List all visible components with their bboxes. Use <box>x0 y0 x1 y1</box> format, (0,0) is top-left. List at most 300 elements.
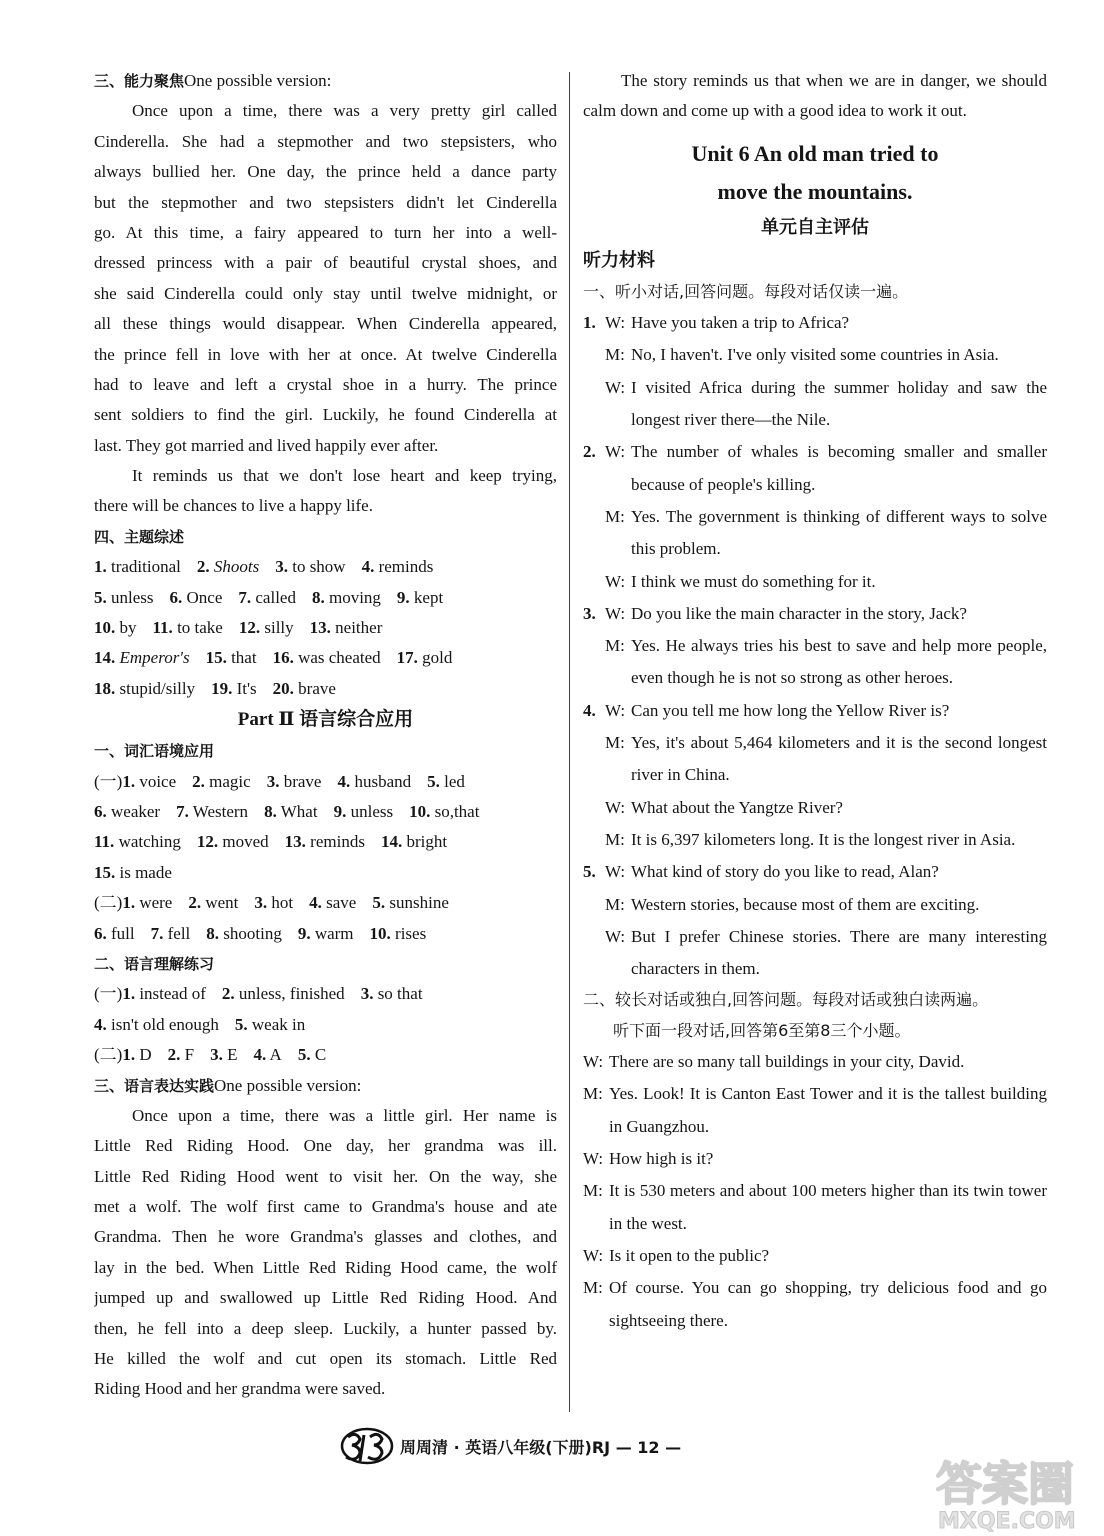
story-line: sent soldiers to find the girl. Luckily, he found Cinderella at <box>94 405 557 425</box>
answer-number: 10. <box>369 923 391 943</box>
answer-text: F <box>184 1045 195 1065</box>
answer-text: E <box>227 1045 238 1065</box>
dialog-line <box>583 695 1047 727</box>
answer-number: 12. <box>238 618 261 638</box>
story-line: but the stepmother and two stepsisters didn't let Cinderella <box>94 192 557 212</box>
answer-item <box>211 679 257 698</box>
answer-text: weaker <box>111 801 161 821</box>
speaker-label: M: <box>583 1084 603 1104</box>
answer-item <box>222 984 345 1003</box>
answer-number: 5. <box>94 587 107 607</box>
answer-item <box>94 924 135 943</box>
answer-row <box>94 643 557 673</box>
answer-text: A <box>269 1045 282 1065</box>
dialog-line <box>583 598 1047 630</box>
svg-text:MXQE.COM: MXQE.COM <box>938 1509 1076 1532</box>
ability-section-heading: 三、能力聚焦One possible version: <box>94 71 332 90</box>
answer-row <box>94 979 557 1009</box>
answer-item <box>94 893 172 912</box>
dialog-line <box>583 889 1047 921</box>
answer-text: by <box>119 618 137 638</box>
answer-item <box>197 557 259 576</box>
story-line: dressed princess with a pair of beautiful crystal shoes, and <box>94 253 557 273</box>
answer-text: that <box>231 648 257 668</box>
speaker-label: W: <box>605 797 626 817</box>
understanding-heading: 二、语言理解练习 <box>94 954 215 973</box>
dialog-line <box>583 1175 1047 1240</box>
answer-number: 6. <box>94 923 107 943</box>
dialog-text: I visited Africa during the summer holiday and saw the longest river there—the Nile. <box>631 377 1047 430</box>
answer-item <box>309 893 356 912</box>
answer-item <box>372 893 449 912</box>
story-line: Little Red Riding Hood. One day, her grandma was ill. <box>94 1136 557 1156</box>
answer-group-label: (二) <box>94 1045 123 1065</box>
short-dialogs <box>583 307 1047 985</box>
theme-summary-heading: 四、主题综述 <box>94 527 185 546</box>
answer-number: 11. <box>94 832 115 852</box>
answer-text: Once <box>186 587 223 607</box>
answer-item <box>254 893 293 912</box>
answer-text: to show <box>292 557 346 577</box>
speaker-label: W: <box>605 571 626 591</box>
self-assessment-title: 单元自主评估 <box>761 216 869 238</box>
speaker-label: W: <box>583 1149 604 1169</box>
answer-text: Shoots <box>213 557 260 577</box>
dialog-line <box>583 339 1047 371</box>
answer-item <box>94 1045 152 1064</box>
answer-text: reminds <box>310 832 365 852</box>
story-line: had to leave and left a crystal shoe in a hurry. The prince <box>94 374 557 394</box>
answer-number: 17. <box>396 648 418 668</box>
answer-text: brave <box>283 771 322 791</box>
answer-item <box>235 1015 305 1034</box>
dialog-number: 3. <box>583 603 596 623</box>
answer-item <box>94 863 172 882</box>
answer-item <box>273 648 381 667</box>
answer-text: unless <box>350 801 394 821</box>
part-2-title: Part Ⅱ 语言综合应用 <box>237 709 414 731</box>
dialog-number <box>583 792 605 824</box>
speaker-label: M: <box>605 636 625 656</box>
answer-item <box>153 618 223 637</box>
answer-item <box>168 1045 194 1064</box>
answer-item <box>409 802 479 821</box>
answer-item <box>94 832 181 851</box>
answer-number: 4. <box>309 893 322 913</box>
answer-item <box>206 648 257 667</box>
answer-row <box>94 613 557 643</box>
answer-item <box>264 802 318 821</box>
column-divider <box>569 72 570 1412</box>
answer-number: 5. <box>297 1045 311 1065</box>
answer-item <box>197 832 269 851</box>
story-line: then, he fell into a deep sleep. Luckily, a hunter passed by. <box>94 1318 557 1338</box>
dialog-line <box>583 1143 1047 1175</box>
answer-text: watching <box>118 832 181 852</box>
story-line: always bullied her. One day, the prince held a dance party <box>94 162 557 182</box>
answer-text: Emperor's <box>119 648 190 668</box>
speaker-label: M: <box>605 733 625 753</box>
dialog-text: I think we must do something for it. <box>631 571 876 591</box>
dialog-line <box>583 436 1047 501</box>
answer-item <box>94 1015 219 1034</box>
answer-row <box>94 767 557 797</box>
answer-number: 7. <box>176 801 189 821</box>
story-line: the prince fell in love with her at once. At twelve Cinderella <box>94 344 557 364</box>
dialog-text: Is it open to the public? <box>609 1245 770 1265</box>
answer-number: 5. <box>372 893 386 913</box>
moral-line: calm down and come up with a good idea to work it out. <box>583 101 967 121</box>
understanding-answers <box>94 979 557 1070</box>
dialog-line <box>583 566 1047 598</box>
story-line: go. At this time, a fairy appeared to turn her into a well- <box>94 222 557 242</box>
answer-row <box>94 552 557 582</box>
dialog-number <box>583 339 605 371</box>
story-line: Grandma. Then he wore Grandma's glasses and clothes, and <box>94 1227 557 1247</box>
answer-text: weak in <box>251 1014 306 1034</box>
dialog-number <box>583 501 605 566</box>
answer-number: 1. <box>122 893 136 913</box>
answer-item <box>285 832 365 851</box>
answer-text: bright <box>406 832 448 852</box>
answer-group-label: (一) <box>94 984 123 1004</box>
answer-text: voice <box>139 771 177 791</box>
answer-number: 4. <box>94 1014 107 1034</box>
answer-item <box>239 618 294 637</box>
speaker-label: M: <box>583 1278 603 1298</box>
answer-number: 2. <box>167 1045 181 1065</box>
listening-material-title: 听力材料 <box>583 249 655 271</box>
dialog-number <box>583 566 605 598</box>
answer-item <box>94 618 137 637</box>
speaker-label: M: <box>605 829 625 849</box>
answer-number: 15. <box>205 648 227 668</box>
answer-text: shooting <box>223 923 282 943</box>
dialog-line <box>583 630 1047 695</box>
answer-number: 3. <box>210 1045 223 1065</box>
answer-number: 11. <box>152 618 173 638</box>
expression-heading: 三、语言表达实践One possible version: <box>94 1075 362 1095</box>
dialog-text: How high is it? <box>609 1149 714 1169</box>
answer-number: 5. <box>427 771 440 791</box>
answer-text: instead of <box>139 984 206 1004</box>
answer-number: 4. <box>337 771 351 791</box>
answer-item <box>206 924 282 943</box>
answer-item <box>397 648 453 667</box>
answer-text: traditional <box>111 557 181 577</box>
speaker-label: M: <box>605 345 625 365</box>
answer-text: What <box>280 801 318 821</box>
answer-item <box>298 924 354 943</box>
answer-text: rises <box>395 923 427 943</box>
answer-text: unless <box>111 587 154 607</box>
answer-row <box>94 797 557 827</box>
speaker-label: W: <box>605 926 626 946</box>
answer-number: 20. <box>272 678 294 698</box>
answer-number: 4. <box>253 1045 267 1065</box>
answer-number: 10. <box>94 618 116 638</box>
answer-number: 18. <box>94 678 116 698</box>
answer-text: magic <box>209 771 251 791</box>
answer-number: 1. <box>122 984 136 1004</box>
answer-text: C <box>314 1045 327 1065</box>
story-line: Once upon a time, there was a little girl. Her name is <box>132 1105 557 1125</box>
answer-number: 2. <box>221 984 235 1004</box>
answer-item <box>397 588 443 607</box>
answer-item <box>381 832 447 851</box>
dialog-line <box>583 921 1047 986</box>
answer-text: so,that <box>434 801 480 821</box>
story-line: met a wolf. The wolf first came to Grandma's house and ate <box>94 1197 557 1217</box>
dialog-text: There are so many tall buildings in your city, David. <box>609 1052 965 1072</box>
dialog-number <box>583 824 605 856</box>
answer-item <box>362 557 434 576</box>
speaker-label: W: <box>605 313 626 333</box>
answer-group-label: (二) <box>94 893 123 913</box>
answer-text: silly <box>264 618 294 638</box>
story-line: Once upon a time, there was a very pretty girl called <box>132 101 557 121</box>
answer-number: 13. <box>284 832 306 852</box>
answer-number: 7. <box>238 587 252 607</box>
answer-item <box>170 588 223 607</box>
answer-row <box>94 858 557 888</box>
answer-text: full <box>111 923 135 943</box>
answer-item <box>192 772 251 791</box>
dialog-number <box>583 889 605 921</box>
dialog-line <box>583 824 1047 856</box>
long-dialog-instructions: 二、较长对话或独白,回答问题。每段对话或独白读两遍。 <box>583 990 989 1010</box>
answer-number: 2. <box>192 771 205 791</box>
footer-text: 周周清 · 英语八年级(下册)RJ — 12 — <box>400 1437 682 1457</box>
speaker-label: M: <box>605 506 625 526</box>
answer-text: brave <box>298 678 336 698</box>
answer-text: save <box>326 893 357 913</box>
story-line: all these things would disappear. When Cinderella appeared, <box>94 314 557 334</box>
answer-text: to take <box>177 618 223 638</box>
answer-item <box>94 679 195 698</box>
answer-text: called <box>255 587 296 607</box>
dialog-line <box>583 1272 1047 1337</box>
red-riding-hood-story <box>94 1101 557 1405</box>
answer-item <box>298 1045 326 1064</box>
dialog-text: What about the Yangtze River? <box>631 797 843 817</box>
dialog-text: But I prefer Chinese stories. There are many interesting characters in them. <box>631 926 1047 979</box>
answer-number: 12. <box>196 832 219 852</box>
left-column <box>94 66 557 1405</box>
long-dialog <box>583 1046 1047 1337</box>
answer-item <box>427 772 465 791</box>
speaker-label: W: <box>583 1245 604 1265</box>
answer-text: went <box>205 893 239 913</box>
dialog-number: 5. <box>583 862 596 882</box>
vocabulary-heading: 一、词汇语境应用 <box>94 742 215 761</box>
answer-row <box>94 1040 557 1070</box>
answer-row <box>94 1010 557 1040</box>
speaker-label: W: <box>605 603 626 623</box>
answer-item <box>94 802 160 821</box>
answer-text: is made <box>119 862 172 882</box>
answer-number: 19. <box>211 678 233 698</box>
short-dialog-instructions: 一、听小对话,回答问题。每段对话仅读一遍。 <box>583 281 909 301</box>
dialog-line <box>583 307 1047 339</box>
dialog-text: Western stories, because most of them are exciting. <box>631 894 980 914</box>
answer-number: 1. <box>122 1045 136 1065</box>
dialog-number: 2. <box>583 442 596 462</box>
answer-item <box>94 984 206 1003</box>
answer-number: 3. <box>360 984 374 1004</box>
answer-number: 9. <box>297 923 311 943</box>
answer-item <box>94 557 181 576</box>
answer-item <box>312 588 381 607</box>
dialog-text: Yes. The government is thinking of different ways to solve this problem. <box>631 506 1047 559</box>
answer-text: led <box>444 771 465 791</box>
theme-summary-answers <box>94 552 557 704</box>
dialog-number <box>583 630 605 695</box>
answer-number: 3. <box>254 893 268 913</box>
answer-text: reminds <box>378 557 434 577</box>
answer-text: sunshine <box>389 893 449 913</box>
dialog-line <box>583 372 1047 437</box>
dialog-line <box>583 792 1047 824</box>
answer-item <box>267 772 322 791</box>
answer-item <box>238 588 296 607</box>
answer-number: 3. <box>266 771 280 791</box>
dialog-text: The number of whales is becoming smaller and smaller because of people's killing. <box>631 442 1047 494</box>
answer-number: 8. <box>206 923 220 943</box>
story-line: jumped up and swallowed up Little Red Riding Hood. And <box>94 1288 557 1308</box>
answer-row <box>94 583 557 613</box>
dialog-line <box>583 501 1047 566</box>
answer-text: were <box>139 893 173 913</box>
answer-number: 2. <box>188 893 202 913</box>
answer-number: 6. <box>94 801 107 821</box>
story-line: Little Red Riding Hood went to visit her. On the way, she <box>94 1166 557 1186</box>
answer-number: 7. <box>150 923 164 943</box>
publisher-logo-icon <box>340 1425 394 1467</box>
dialog-line <box>583 856 1047 888</box>
dialog-text: Have you taken a trip to Africa? <box>631 313 850 333</box>
story-line: Riding Hood and her grandma were saved. <box>94 1379 386 1399</box>
answer-text: Western <box>192 801 249 821</box>
answer-number: 13. <box>309 618 331 638</box>
story-moral <box>583 66 1047 127</box>
answer-group-label: (一) <box>94 771 123 791</box>
answer-row <box>94 827 557 857</box>
answer-row <box>94 888 557 918</box>
answer-text: isn't old enough <box>111 1014 219 1034</box>
answer-item <box>94 772 176 791</box>
answer-item <box>210 1045 237 1064</box>
answer-number: 4. <box>361 557 375 577</box>
answer-text: stupid/silly <box>119 678 196 698</box>
story-line: It reminds us that we don't lose heart and keep trying, <box>132 466 557 486</box>
dialog-text: No, I haven't. I've only visited some countries in Asia. <box>631 345 999 365</box>
speaker-label: W: <box>605 700 626 720</box>
long-dialog-subinstructions: 听下面一段对话,回答第6至第8三个小题。 <box>613 1020 911 1040</box>
answer-text: so that <box>377 984 423 1004</box>
story-line: last. They got married and lived happily ever after. <box>94 435 439 455</box>
dialog-text: It is 6,397 kilometers long. It is the longest river in Asia. <box>631 829 1016 849</box>
dialog-line <box>583 727 1047 792</box>
dialog-text: Of course. You can go shopping, try delicious food and go sightseeing there. <box>609 1278 1047 1330</box>
dialog-line <box>583 1046 1047 1078</box>
answer-text: neither <box>335 618 383 638</box>
dialog-text: Yes, it's about 5,464 kilometers and it is the second longest river in China. <box>631 733 1047 785</box>
answer-number: 3. <box>275 557 288 577</box>
dialog-number: 4. <box>583 700 596 720</box>
answer-text: warm <box>314 923 354 943</box>
answer-item <box>176 802 248 821</box>
story-line: He killed the wolf and cut open its stomach. Little Red <box>94 1349 557 1369</box>
answer-text: was cheated <box>298 648 381 668</box>
answer-item <box>273 679 336 698</box>
dialog-text: What kind of story do you like to read, Alan? <box>631 862 939 882</box>
answer-text: hot <box>271 893 294 913</box>
dialog-number: 1. <box>583 313 596 333</box>
cinderella-story <box>94 96 557 521</box>
answer-text: moving <box>328 587 381 607</box>
dialog-text: It is 530 meters and about 100 meters higher than its twin tower in the west. <box>609 1181 1047 1233</box>
dialog-number <box>583 727 605 792</box>
answer-item <box>337 772 411 791</box>
answer-text: gold <box>422 648 453 668</box>
page-footer <box>340 1424 860 1468</box>
answer-item <box>310 618 383 637</box>
speaker-label: W: <box>583 1052 604 1072</box>
answer-number: 1. <box>94 557 107 577</box>
answer-item <box>334 802 394 821</box>
answer-number: 8. <box>311 587 325 607</box>
answer-number: 2. <box>196 557 210 577</box>
answer-item <box>94 648 190 667</box>
answer-item <box>94 588 154 607</box>
moral-line: The story reminds us that when we are in danger, we should <box>621 71 1047 90</box>
answer-number: 6. <box>169 587 183 607</box>
answer-text: D <box>139 1045 152 1065</box>
answer-number: 9. <box>333 801 347 821</box>
story-line: there will be chances to live a happy life. <box>94 496 373 516</box>
answer-item <box>253 1045 281 1064</box>
answer-row <box>94 919 557 949</box>
answer-item <box>370 924 427 943</box>
speaker-label: M: <box>583 1181 603 1201</box>
answer-number: 10. <box>409 801 431 821</box>
story-line: she said Cinderella could only stay until twelve midnight, or <box>94 283 557 303</box>
answer-item <box>361 984 423 1003</box>
dialog-text: Can you tell me how long the Yellow River is? <box>631 700 950 720</box>
answer-text: fell <box>167 923 191 943</box>
unit-title-line-2: move the mountains. <box>717 178 913 204</box>
dialog-text: Do you like the main character in the story, Jack? <box>631 603 967 623</box>
speaker-label: W: <box>605 862 626 882</box>
answer-text: kept <box>413 587 444 607</box>
dialog-text: Yes. Look! It is Canton East Tower and it is the tallest building in Guangzhou. <box>609 1084 1047 1136</box>
answer-number: 5. <box>234 1014 248 1034</box>
answer-row <box>94 674 557 704</box>
answer-item <box>275 557 345 576</box>
dialog-number <box>583 921 605 986</box>
speaker-label: M: <box>605 894 625 914</box>
answer-number: 14. <box>94 648 116 668</box>
speaker-label: W: <box>605 377 626 397</box>
answer-number: 8. <box>264 801 277 821</box>
svg-text:答案圈: 答案圈 <box>936 1457 1074 1511</box>
answer-text: moved <box>222 832 269 852</box>
story-line: lay in the bed. When Little Red Riding Hood came, the wolf <box>94 1257 557 1277</box>
watermark-logo <box>932 1450 1102 1532</box>
answer-item <box>188 893 238 912</box>
answer-text: It's <box>236 678 257 698</box>
